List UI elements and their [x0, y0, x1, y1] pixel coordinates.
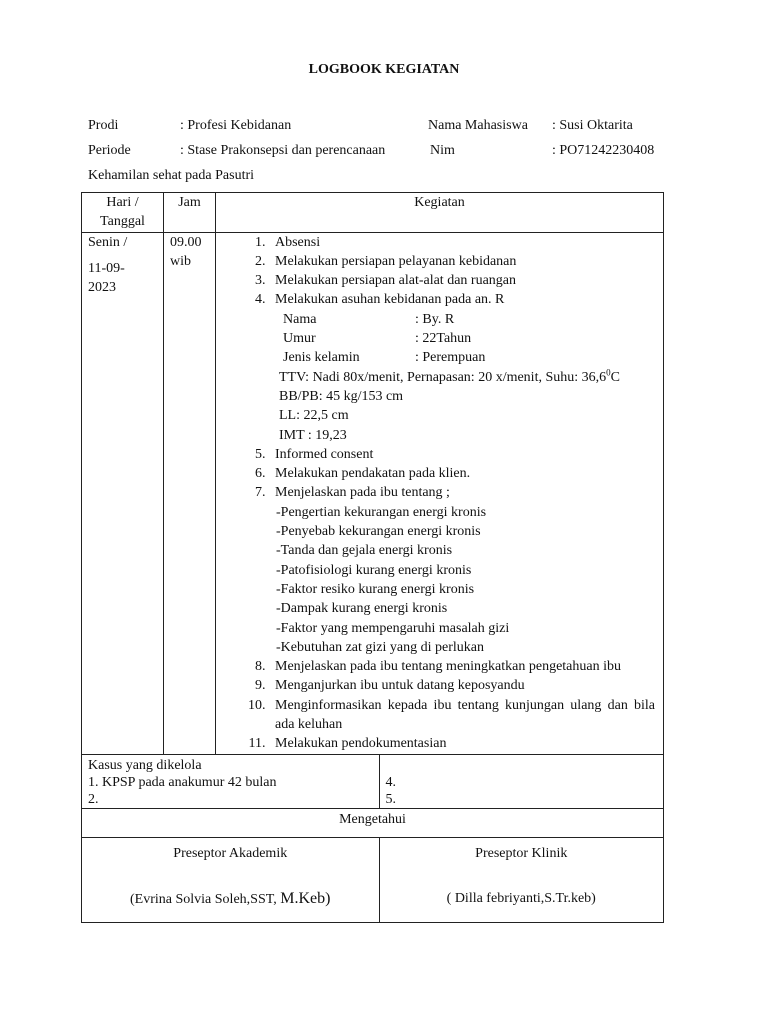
- preseptor-klinik-name: ( Dilla febriyanti,S.Tr.keb): [446, 891, 596, 907]
- prodi-value: : Profesi Kebidanan: [180, 118, 292, 133]
- kasus-item-4: 4.: [385, 774, 396, 790]
- signature-cell: [82, 837, 664, 922]
- ttv-unit: C: [610, 369, 620, 385]
- header-hari-tanggal: [82, 193, 164, 233]
- logbook-table: [81, 192, 664, 923]
- cell-kegiatan: [216, 232, 664, 754]
- cell-hari-tanggal: [82, 232, 164, 754]
- topic-item: -Faktor yang mempengaruhi masalah gizi: [276, 620, 510, 636]
- kasus-cell: [82, 754, 664, 808]
- topic-item: -Dampak kurang energi kronis: [276, 601, 448, 617]
- nama-mahasiswa-value: : Susi Oktarita: [552, 118, 633, 133]
- patient-ll: LL: 22,5 cm: [279, 408, 349, 424]
- list-item-text: Melakukan pendokumentasian: [275, 736, 447, 752]
- periode-label: Periode: [88, 143, 131, 158]
- list-item-text: Melakukan persiapan alat-alat dan ruangan: [275, 273, 517, 289]
- list-item-text: Menjelaskan pada ibu tentang ;: [275, 485, 450, 501]
- patient-umur-label: Umur: [283, 331, 316, 347]
- kasus-right: [379, 755, 663, 808]
- list-item-text: Melakukan pendakatan pada klien.: [275, 466, 471, 482]
- topic-item: -Tanda dan gejala energi kronis: [276, 543, 453, 559]
- list-item: [269, 676, 655, 695]
- preseptor-akademik-cell: [82, 838, 379, 922]
- signature-table: [82, 838, 663, 922]
- list-item-text: Informed consent: [275, 446, 374, 462]
- akademik-name-text: (Evrina Solvia Soleh,SST,: [130, 892, 277, 908]
- ttv-degree: 0: [606, 367, 611, 378]
- page-title: LOGBOOK KEGIATAN: [308, 62, 460, 77]
- signature-row: [82, 837, 664, 922]
- patient-nama: [275, 310, 655, 329]
- list-item-text: Menjelaskan pada ibu tentang meningkatkan pengetahuan ibu: [275, 659, 622, 675]
- patient-nama-label: Nama: [283, 311, 317, 327]
- list-item-text: Absensi: [275, 234, 321, 250]
- patient-ttv: [275, 368, 655, 387]
- patient-nama-value: : By. R: [415, 311, 455, 327]
- list-item: [269, 252, 655, 271]
- hari-value: Senin /: [88, 234, 128, 250]
- kegiatan-list: [222, 233, 655, 754]
- kasus-row: [82, 754, 664, 808]
- preseptor-akademik-name: [88, 889, 373, 909]
- list-item-text: Menginformasikan kepada ibu tentang kunjungan ulang dan bila ada keluhan: [275, 697, 655, 733]
- tanggal-line-1: 11-09-: [88, 260, 125, 276]
- list-item-text: Menganjurkan ibu untuk datang keposyandu: [275, 678, 525, 694]
- akademik-gelar: M.Keb): [280, 890, 331, 908]
- cell-jam: [164, 232, 216, 754]
- preseptor-klinik-cell: [379, 838, 663, 922]
- patient-jenis-kelamin: [275, 348, 655, 367]
- header-jam: Jam: [164, 193, 216, 233]
- prodi-label: Prodi: [88, 118, 119, 133]
- preseptor-akademik-title: Preseptor Akademik: [173, 845, 288, 861]
- topic-item: -Pengertian kekurangan energi kronis: [276, 504, 487, 520]
- list-item: [269, 657, 655, 676]
- patient-jk-label: Jenis kelamin: [283, 350, 360, 366]
- kasus-item-2: 2.: [88, 791, 99, 807]
- preseptor-klinik-title: Preseptor Klinik: [475, 845, 568, 861]
- list-item: [269, 696, 655, 735]
- list-item-text: Melakukan asuhan kebidanan pada an. R: [275, 292, 505, 308]
- topic-item: -Faktor resiko kurang energi kronis: [276, 581, 475, 597]
- kasus-item-1: 1. KPSP pada anakumur 42 bulan: [88, 774, 277, 790]
- header-hari: Hari /: [106, 195, 139, 210]
- jam-line-2: wib: [170, 253, 191, 269]
- header-tanggal: Tanggal: [100, 214, 145, 230]
- topic-item: -Kebutuhan zat gizi yang di perlukan: [276, 639, 484, 655]
- patient-bbpb: BB/PB: 45 kg/153 cm: [279, 388, 404, 404]
- kasus-left: [82, 755, 379, 808]
- kasus-table: [82, 755, 663, 808]
- list-item: [269, 734, 655, 753]
- list-item-text: Melakukan persiapan pelayanan kebidanan: [275, 253, 517, 269]
- table-header-row: [82, 193, 664, 233]
- nama-mahasiswa-label: Nama Mahasiswa: [428, 118, 528, 133]
- periode-value: : Stase Prakonsepsi dan perencanaan: [180, 143, 386, 158]
- kasus-label: Kasus yang dikelola: [88, 757, 202, 773]
- table-row: [82, 232, 664, 754]
- header-kegiatan: Kegiatan: [216, 193, 664, 233]
- list-item: [269, 271, 655, 290]
- list-item: [269, 464, 655, 483]
- list-item: [269, 290, 655, 444]
- topic-item: -Penyebab kekurangan energi kronis: [276, 524, 481, 540]
- list-item: [269, 483, 655, 657]
- ttv-text: TTV: Nadi 80x/menit, Pernapasan: 20 x/menit, Suhu: 36,6: [279, 369, 607, 385]
- tanggal-line-2: 2023: [88, 280, 116, 296]
- patient-imt: IMT : 19,23: [279, 427, 347, 443]
- patient-jk-value: : Perempuan: [415, 350, 486, 366]
- patient-umur: [275, 329, 655, 348]
- topic-item: -Patofisiologi kurang energi kronis: [276, 562, 472, 578]
- mengetahui-label: Mengetahui: [82, 808, 664, 837]
- list-item: [269, 445, 655, 464]
- periode-continuation: Kehamilan sehat pada Pasutri: [88, 168, 255, 183]
- list-item: [269, 233, 655, 252]
- jam-line-1: 09.00: [170, 234, 202, 250]
- mengetahui-row: [82, 808, 664, 837]
- nim-label: Nim: [430, 143, 455, 158]
- nim-value: : PO71242230408: [552, 143, 655, 158]
- patient-umur-value: : 22Tahun: [415, 331, 472, 347]
- kasus-item-5: 5.: [385, 791, 396, 807]
